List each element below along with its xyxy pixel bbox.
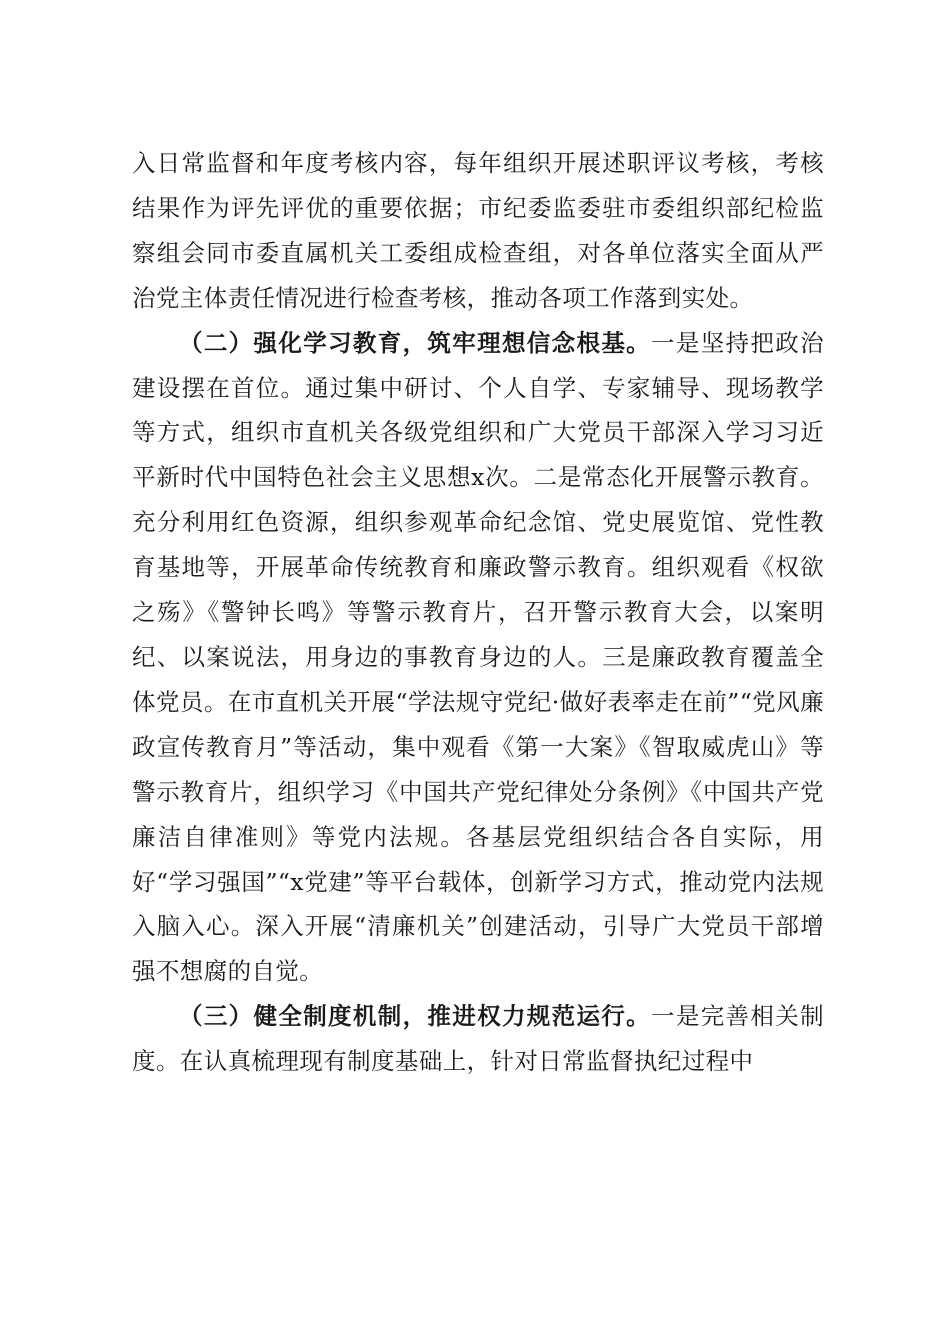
paragraph-section-3 (132, 994, 824, 1084)
paragraph-text: 一是完善相关制度。在认真梳理现有制度基础上，针对日常监督执纪过程中 (132, 1002, 824, 1076)
paragraph-text: 一是坚持把政治建设摆在首位。通过集中研讨、个人自学、专家辅导、现场教学等方式，组织市直机关各级党组织和广大党员干部深入学习习近平新时代中国特色社会主义思想x次。二是常态化开展警示教育。充分利用红色资源，组织参观革命纪念馆、党史展览馆、党性教育基地等，开展革命传统教育和廉政警示教育。组织观看《权欲之殇》《警钟长鸣》等警示教育片，召开警示教育大会，以案明纪、以案说法，用身边的事教育身边的人。三是廉政教育覆盖全体党员。在市直机关开展“学法规守党纪·做好表率走在前”“党风廉政宣传教育月”等活动，集中观看《第一大案》《智取威虎山》等警示教育片，组织学习《中国共产党纪律处分条例》《中国共产党廉洁自律准则》等党内法规。各基层党组织结合各自实际，用好“学习强国”“x党建”等平台载体，创新学习方式，推动党内法规入脑入心。深入开展“清廉机关”创建活动，引导广大党员干部增强不想腐的自觉。 (132, 328, 824, 986)
paragraph-continuation (132, 141, 824, 321)
paragraph-text: 入日常监督和年度考核内容，每年组织开展述职评议考核，考核结果作为评先评优的重要依据；市纪委监委驻市委组织部纪检监察组会同市委直属机关工委组成检查组，对各单位落实全面从严治党主体责任情况进行检查考核，推动各项工作落到实处。 (132, 149, 824, 312)
paragraph-section-2 (132, 321, 824, 995)
section-heading: （三）健全制度机制，推进权力规范运行。 (179, 1002, 652, 1031)
section-heading: （二）强化学习教育，筑牢理想信念根基。 (179, 328, 652, 357)
document-body (132, 141, 824, 1084)
